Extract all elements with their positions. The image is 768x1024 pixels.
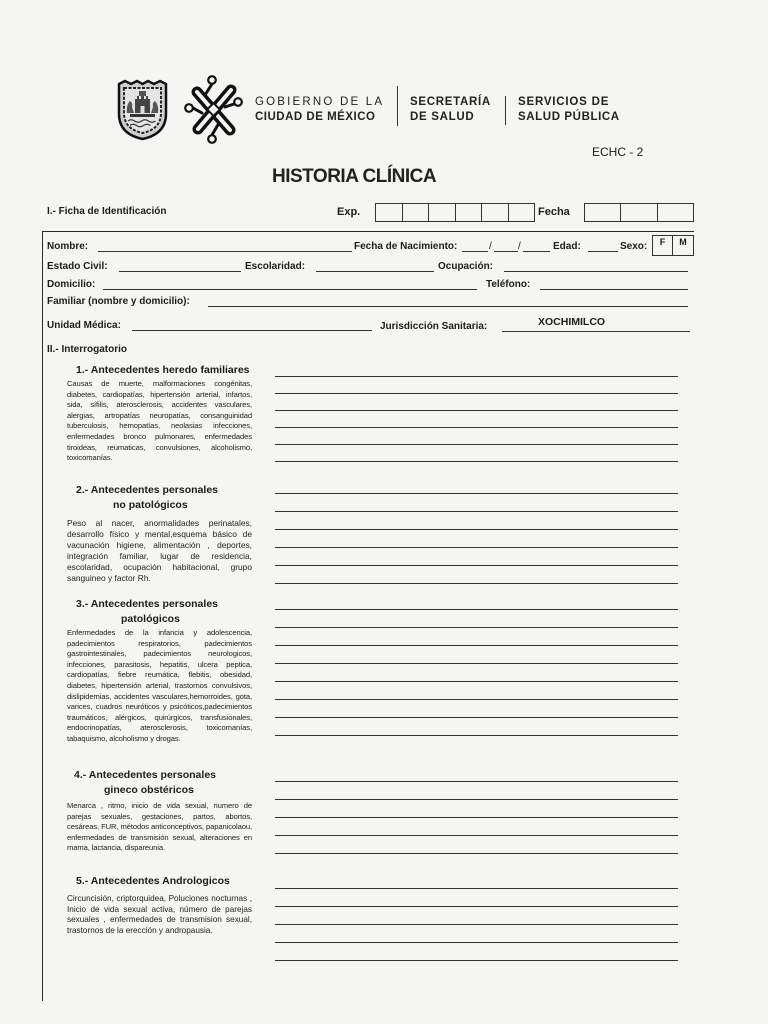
answer-line[interactable] [275,628,678,646]
answer-line[interactable] [275,907,678,925]
occupation-label: Ocupación: [438,261,494,272]
section-title-line2: gineco obstéricos [104,784,194,796]
answer-line[interactable] [275,411,678,428]
identification-heading: I.- Ficha de Identificación [47,206,167,217]
secretariat-name-line1: SECRETARÍA [410,96,491,108]
sex-female-box[interactable]: F [653,236,673,255]
answer-line[interactable] [275,925,678,943]
section-title: 1.- Antecedentes heredo familiares [76,364,250,376]
civil-status-field[interactable] [119,260,241,272]
date-part-box[interactable] [621,204,657,221]
answer-lines [275,360,678,462]
answer-line[interactable] [275,530,678,548]
exp-digit-box[interactable] [456,204,483,221]
service-name-line2: SALUD PÚBLICA [518,111,620,123]
exp-label: Exp. [337,206,361,218]
section-description: Menarca , ritmo, inicio de vida sexual, numero de parejas sexuales, gestaciones, partos, abortos, cesáreas, FUR, métodos anticonceptivos, papanicolaou, enfermedades de transmisión sexual, alteraciones en mama, lactancia, dispareunia. [67,801,252,853]
service-name-line1: SERVICIOS DE [518,96,610,108]
answer-line[interactable] [275,889,678,907]
date-part-box[interactable] [585,204,621,221]
header-divider [397,86,398,126]
page-title: HISTORIA CLÍNICA [272,166,437,187]
date-part-box[interactable] [658,204,693,221]
header-divider [505,96,506,125]
phone-label: Teléfono: [486,279,531,290]
relative-label: Familiar (nombre y domicilio): [47,296,190,307]
answer-line[interactable] [275,394,678,411]
answer-line[interactable] [275,445,678,462]
answer-line[interactable] [275,664,678,682]
section-description: Causas de muerte, malformaciones congénitas, diabetes, cardiopatías, hipertensión arterial, infartos, sida, sífilis, aterosclerosis, accidentes vasculares, alergias, artropatías neuropatías, consanguinidad tuberculosis, hemopatías, neolasias infecciones, enfermedades bronco pulmonares, enfermedades tiroideas, reumaticas, convulsiones, alcoholismo, toxicomanías. [67,379,252,463]
coat-of-arms-icon [117,79,168,141]
form-left-border [42,231,43,1001]
section-title: 4.- Antecedentes personales [74,769,216,781]
government-name-line1: GOBIERNO DE LA [255,96,385,108]
schooling-field[interactable] [316,260,434,272]
sex-male-box[interactable]: M [679,237,687,247]
name-label: Nombre: [47,241,89,252]
exp-digit-box[interactable] [509,204,535,221]
answer-line[interactable] [275,377,678,394]
jurisdiction-label: Jurisdicción Sanitaria: [380,321,488,332]
sex-label: Sexo: [620,241,648,252]
section-title: 2.- Antecedentes personales [76,484,218,496]
answer-line[interactable] [275,360,678,377]
answer-line[interactable] [275,646,678,664]
form-top-border [42,231,694,232]
birth-date-label: Fecha de Nacimiento: [354,241,458,252]
answer-line[interactable] [275,494,678,512]
answer-line[interactable] [275,764,678,782]
section-title: 3.- Antecedentes personales [76,598,218,610]
date-label: Fecha [538,206,570,218]
answer-line[interactable] [275,718,678,736]
phone-field[interactable] [540,278,688,290]
answer-line[interactable] [275,512,678,530]
section-title: 5.- Antecedentes Andrologicos [76,875,230,887]
exp-digit-box[interactable] [376,204,403,221]
answer-line[interactable] [275,700,678,718]
answer-line[interactable] [275,548,678,566]
cdmx-logo-icon [183,73,245,145]
date-separator: / [489,241,492,252]
date-boxes[interactable] [584,203,694,222]
medical-unit-field[interactable] [132,319,372,331]
answer-line[interactable] [275,871,678,889]
name-field[interactable] [98,240,352,252]
answer-line[interactable] [275,836,678,854]
section-description: Circuncisión, criptorquidea, Poluciones nocturnas , Inicio de vida sexual activa, número de parejas sexuales , enfermedades de transmision sexual, trastornos de la erección y andropausia. [67,894,252,935]
section-description: Enfermedades de la infancia y adolescencia, padecimientos respiratorios, padecimientos gastrointestinales, padecimientos neurologicos, infecciones, parasitosis, hepatitis, ulcera peptica, cardiopatías, fiebre reumática, flebitis, obesidad, diabetes, hipertensión arterial, trastornos convulsivos, dislipidemias, accidentes vasculares,hemorroides, gota, varices, cuadros neuróticos y psicóticos,padecimientos traumáticos, alérgicos, quirúrgicos, transfusionales, endocrinopatías, aterosclerosis, toxicomanías, tabaquismo, alcoholismo y drogas. [67,628,252,743]
date-separator: / [518,241,521,252]
answer-line[interactable] [275,566,678,584]
answer-lines [275,871,678,961]
answer-line[interactable] [275,610,678,628]
answer-line[interactable] [275,943,678,961]
answer-line[interactable] [275,428,678,445]
jurisdiction-field[interactable]: XOCHIMILCO [502,316,690,332]
age-label: Edad: [553,241,581,252]
answer-line[interactable] [275,682,678,700]
exp-digit-box[interactable] [482,204,509,221]
answer-line[interactable] [275,476,678,494]
answer-line[interactable] [275,818,678,836]
answer-line[interactable] [275,782,678,800]
exp-number-boxes[interactable] [375,203,535,222]
birth-day-field[interactable] [462,240,488,252]
section-title-line2: no patológicos [113,499,188,511]
occupation-field[interactable] [504,260,688,272]
sex-selector[interactable] [652,235,694,256]
answer-lines [275,764,678,854]
interrogation-heading: II.- Interrogatorio [47,344,127,355]
answer-line[interactable] [275,800,678,818]
birth-year-field[interactable] [523,240,550,252]
medical-unit-label: Unidad Médica: [47,320,121,331]
exp-digit-box[interactable] [429,204,456,221]
schooling-label: Escolaridad: [245,261,306,272]
address-field[interactable] [103,278,477,290]
section-title-line2: patológicos [121,613,180,625]
secretariat-name-line2: DE SALUD [410,111,475,123]
government-name-line2: CIUDAD DE MÉXICO [255,111,376,123]
birth-month-field[interactable] [494,240,518,252]
relative-field[interactable] [208,295,688,307]
exp-digit-box[interactable] [403,204,430,221]
age-field[interactable] [588,240,618,252]
answer-line[interactable] [275,592,678,610]
address-label: Domicilio: [47,279,96,290]
answer-lines [275,476,678,584]
form-code: ECHC - 2 [592,145,644,159]
section-description: Peso al nacer, anormalidades perinatales, desarrollo físico y mental,esquema básico de vacunación higiene, alimentación , deportes, integración familiar, lugar de residencia, escolaridad, ocupación habitacional, grupo sanguineo y factor Rh. [67,518,252,583]
answer-lines [275,592,678,736]
civil-status-label: Estado Civil: [47,261,108,272]
